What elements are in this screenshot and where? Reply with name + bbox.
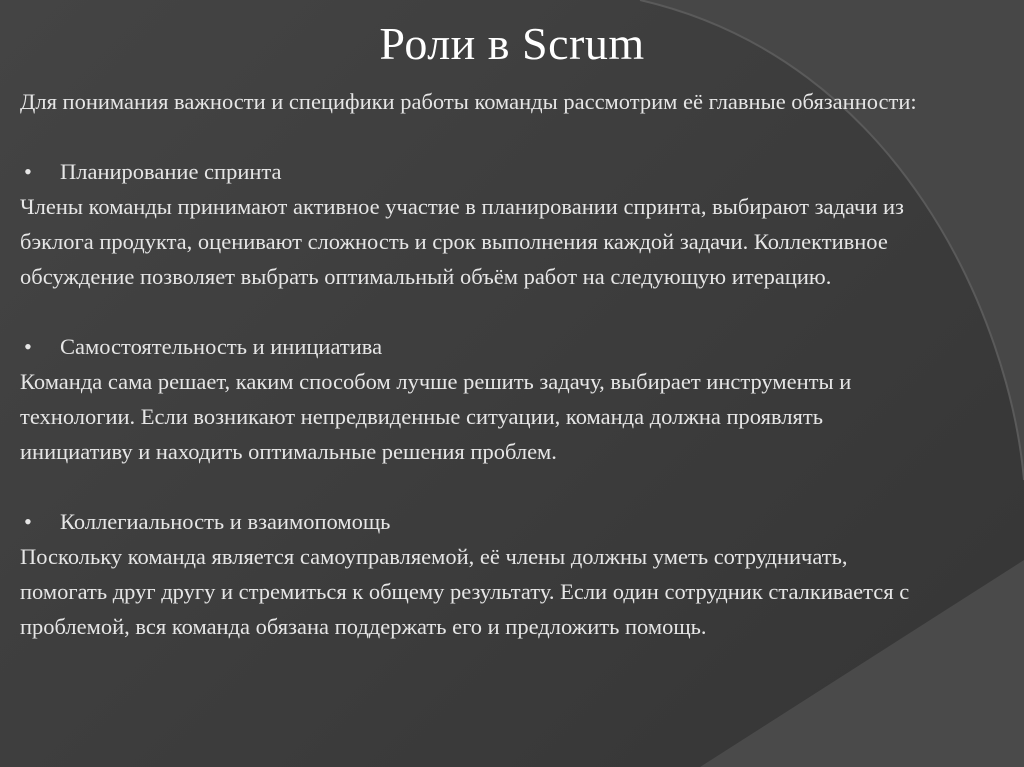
slide-title: Роли в Scrum — [379, 18, 645, 69]
section-autonomy-initiative — [20, 329, 940, 469]
section-sprint-planning — [20, 154, 940, 294]
section-body: Поскольку команда является самоуправляемой, её члены должны уметь сотрудничать, помогать друг другу и стремиться к общему результату. Если один сотрудник сталкивается с проблемой, вся команда обязана поддержать его и предложить помощь. — [20, 544, 910, 639]
section-heading-line — [20, 154, 940, 189]
section-heading-line — [20, 329, 940, 364]
slide-content — [20, 84, 940, 644]
section-collegiality-mutual-help — [20, 504, 940, 644]
bullet-icon: • — [24, 334, 32, 359]
intro-paragraph: Для понимания важности и специфики работы команды рассмотрим её главные обязанности: — [20, 89, 917, 114]
section-heading-line — [20, 504, 940, 539]
section-heading: Самостоятельность и инициатива — [60, 334, 383, 359]
bullet-icon: • — [24, 509, 32, 534]
section-heading: Коллегиальность и взаимопомощь — [60, 509, 391, 534]
section-heading: Планирование спринта — [60, 159, 282, 184]
bullet-icon: • — [24, 159, 32, 184]
section-body: Члены команды принимают активное участие в планировании спринта, выбирают задачи из бэклога продукта, оценивают сложность и срок выполнения каждой задачи. Коллективное обсуждение позволяет выбрать оптимальный объём работ на следующую итерацию. — [20, 194, 904, 289]
section-body: Команда сама решает, каким способом лучше решить задачу, выбирает инструменты и технологии. Если возникают непредвиденные ситуации, команда должна проявлять инициативу и находить оптимальные решения проблем. — [20, 369, 852, 464]
